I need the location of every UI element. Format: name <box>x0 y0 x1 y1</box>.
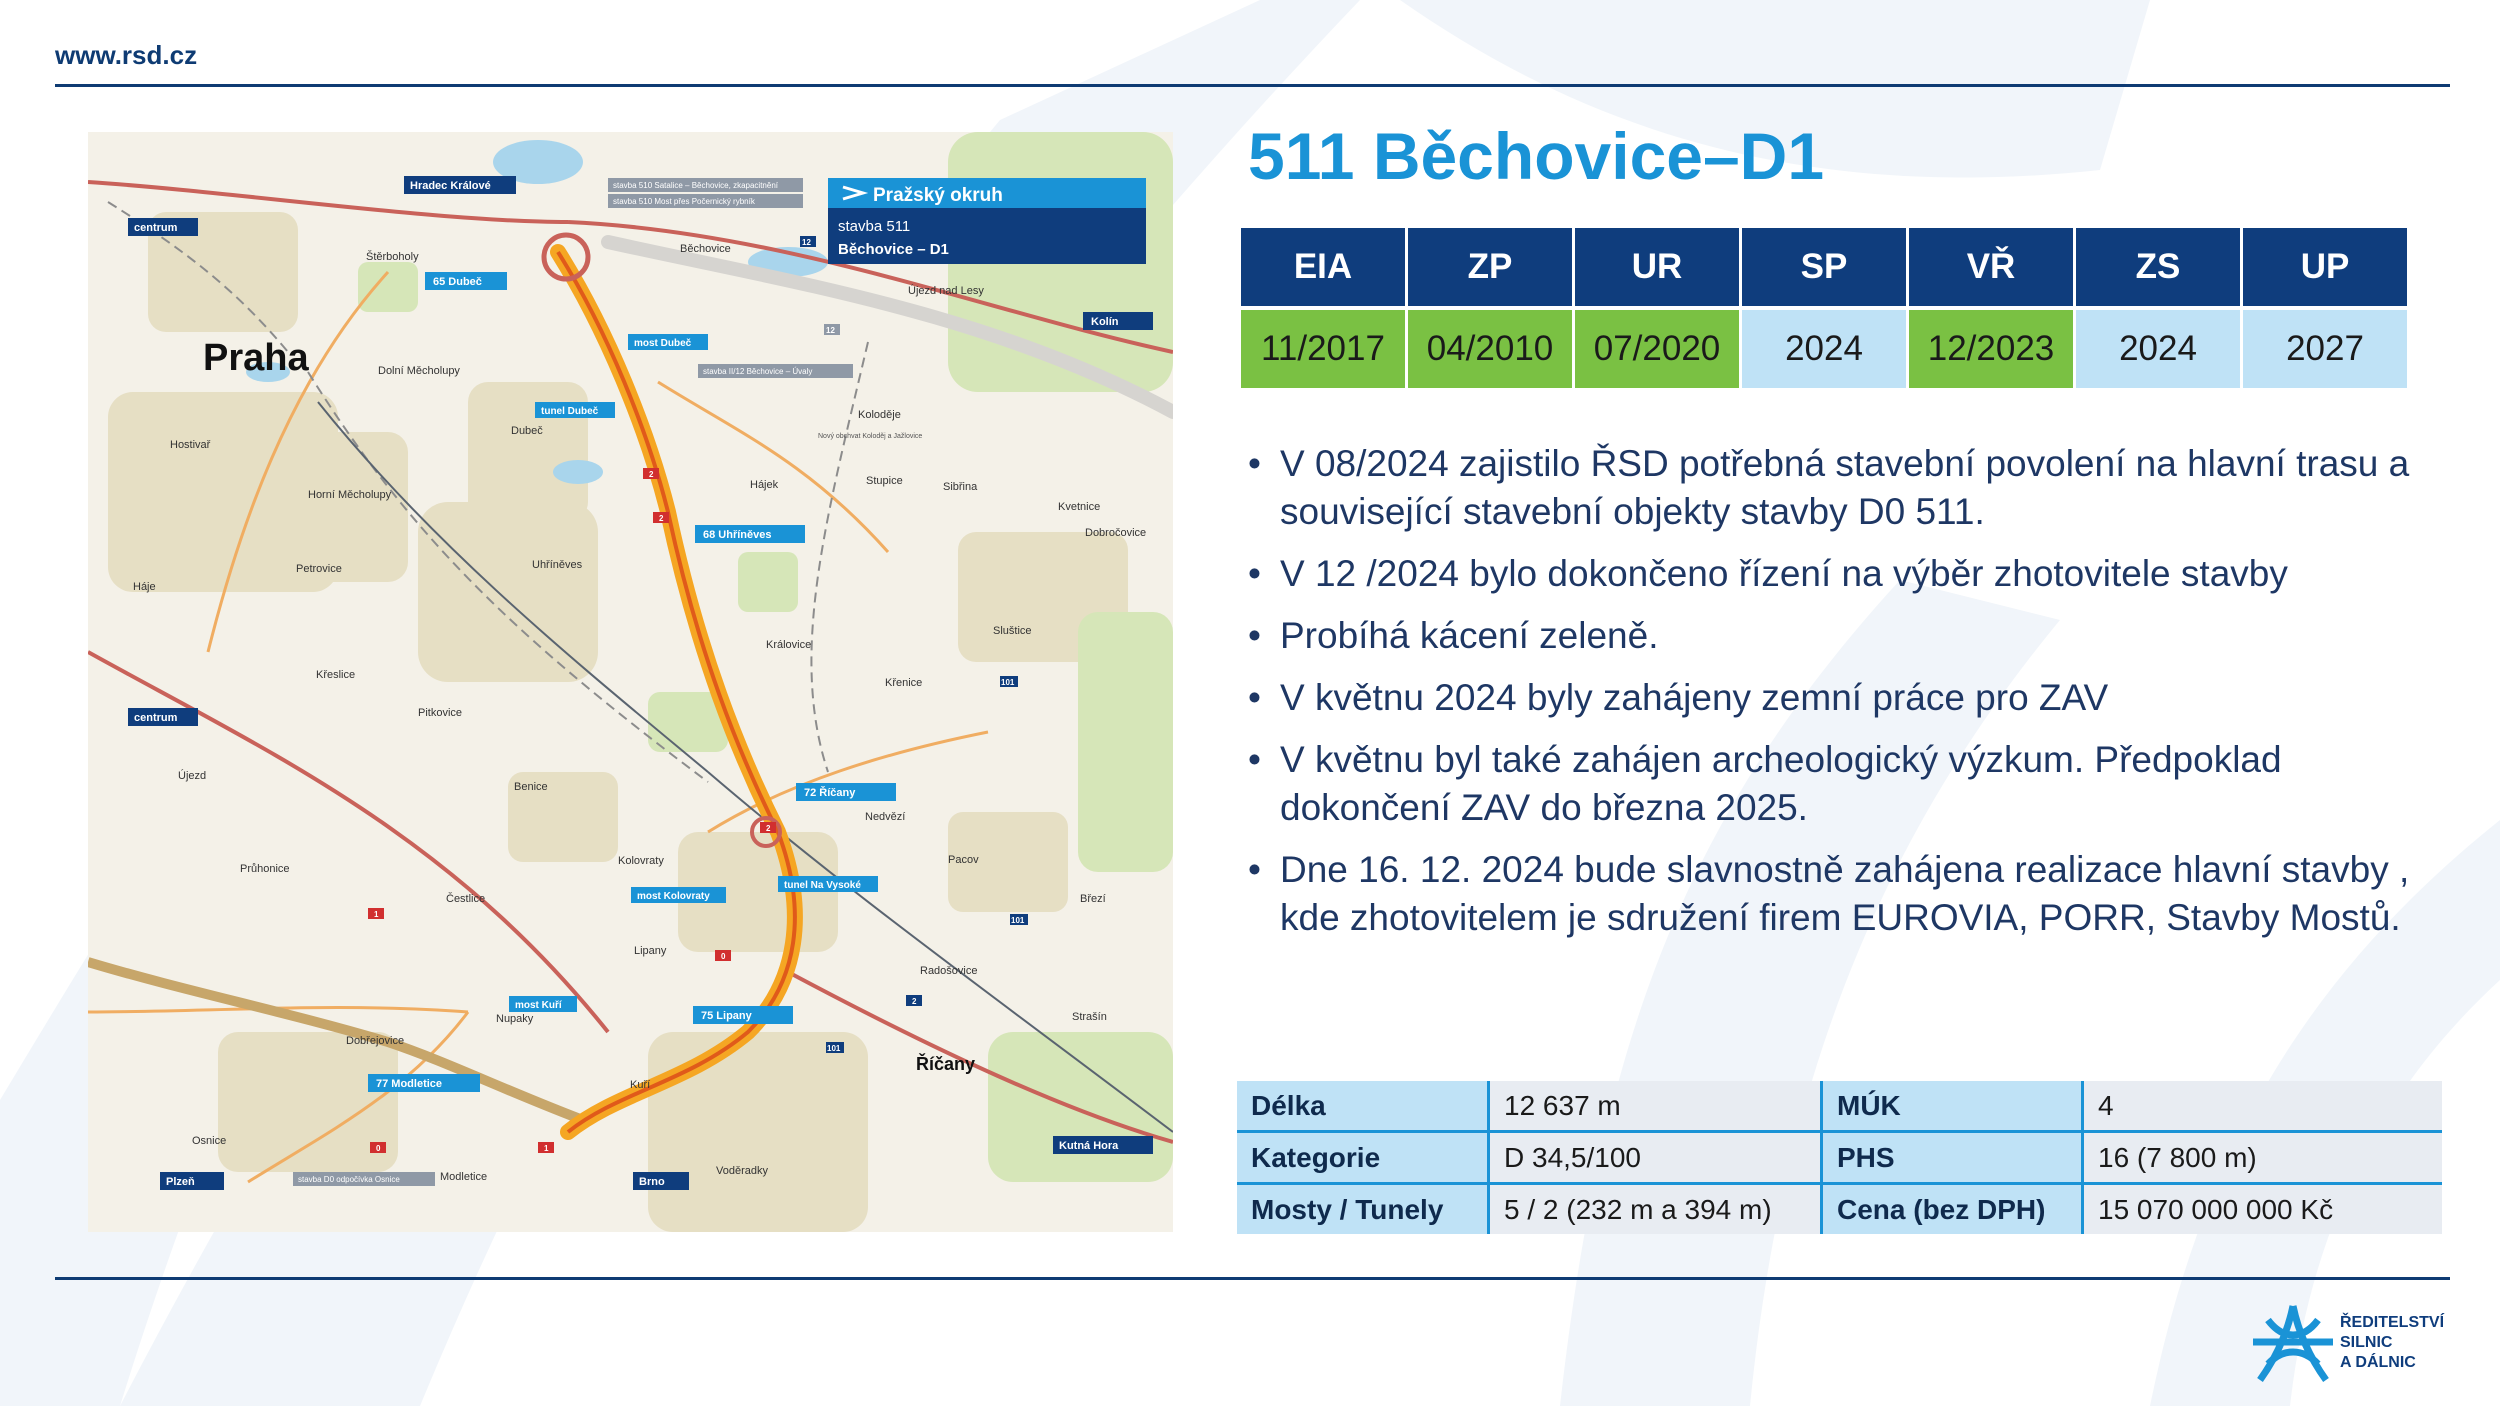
town-label: Strašín <box>1072 1011 1107 1023</box>
info-value: D 34,5/100 <box>1489 1132 1822 1184</box>
sign-hradec: Hradec Králové <box>410 180 491 192</box>
town-label: Háje <box>133 581 156 593</box>
town-label: Kolovraty <box>618 855 664 867</box>
structure-label: tunel Na Vysoké <box>784 880 861 891</box>
list-item: • Probíhá kácení zeleně. <box>1248 615 1659 656</box>
exit-label: 75 Lipany <box>701 1010 752 1022</box>
sign-brno: Brno <box>639 1176 665 1188</box>
town-label: Koloděje <box>858 409 901 421</box>
road-shield: 2 <box>766 824 771 833</box>
sign-centrum: centrum <box>134 222 178 234</box>
town-label: Petrovice <box>296 563 342 575</box>
road-shield: 2 <box>659 514 664 523</box>
town-label: Modletice <box>440 1171 488 1183</box>
stage-value: 2027 <box>2243 310 2407 388</box>
project-info-table <box>1237 1081 2442 1234</box>
road-shield: 1 <box>544 1144 549 1153</box>
road-shield: 1 <box>374 910 379 919</box>
site-url[interactable]: www.rsd.cz <box>55 40 198 70</box>
stage-table <box>1238 228 2410 388</box>
town-label: Sibřina <box>943 481 978 493</box>
list-item: • Dne 16. 12. 2024 bude slavnostně zahájena realizace hlavní stavby , kde zhotovitelem je sdružení firem EUROVIA, PORR, Stavby Mostů. <box>1248 849 2410 938</box>
road-shield: 2 <box>912 997 917 1006</box>
structure-label: tunel Dubeč <box>541 406 599 417</box>
road-shield: 12 <box>826 326 835 335</box>
exit-label: 72 Říčany <box>804 787 856 799</box>
town-label: Křenice <box>885 677 923 689</box>
stage-header: UP <box>2243 228 2407 306</box>
town-label: Nupaky <box>496 1013 534 1025</box>
town-label: Křeslice <box>316 669 356 681</box>
table-row <box>1237 1081 2442 1132</box>
town-label: Královice <box>766 639 812 651</box>
exit-label: 68 Uhříněves <box>703 529 772 541</box>
sign-centrum: centrum <box>134 712 178 724</box>
exit-label: 65 Dubeč <box>433 276 482 288</box>
sign-kutna-hora: Kutná Hora <box>1059 1140 1119 1152</box>
city-praha: Praha <box>203 337 309 379</box>
exit-label: 77 Modletice <box>376 1078 443 1090</box>
road-shield: 101 <box>1011 916 1025 925</box>
info-value: 16 (7 800 m) <box>2083 1132 2443 1184</box>
stage-value: 04/2010 <box>1408 310 1572 388</box>
town-label: Průhonice <box>240 863 290 875</box>
info-label: MÚK <box>1822 1081 2083 1132</box>
sign-kolin: Kolín <box>1091 316 1119 328</box>
town-label: Sluštice <box>993 625 1032 637</box>
sign-plzen: Plzeň <box>166 1176 195 1188</box>
town-label: Radošovice <box>920 965 978 977</box>
town-label: Běchovice <box>680 243 731 255</box>
town-label: Benice <box>514 781 548 793</box>
list-item-text: V květnu byl také zahájen archeologický výzkum. Předpoklad dokončení ZAV do března 2025. <box>1280 739 2282 828</box>
town-label: Štěrboholy <box>366 251 419 263</box>
road-shield: 0 <box>721 952 726 961</box>
town-label: Dubeč <box>511 425 543 437</box>
info-label: Mosty / Tunely <box>1237 1184 1489 1235</box>
legend-line2: Běchovice – D1 <box>838 241 949 258</box>
list-item-text: V 12 /2024 bylo dokončeno řízení na výběr zhotovitele stavby <box>1280 553 2288 594</box>
status-list <box>1248 440 2418 956</box>
stage-header: SP <box>1742 228 1906 306</box>
note-label: stavba 510 Most přes Počernický rybník <box>613 197 755 206</box>
logo-wordmark: ŘEDITELSTVÍ SILNIC A DÁLNIC <box>2340 1314 2445 1371</box>
route-map <box>88 132 1173 1232</box>
town-label: Nedvězí <box>865 811 906 823</box>
road-shield: 0 <box>376 1144 381 1153</box>
page-title: 511 Běchovice–D1 <box>1248 119 1825 193</box>
road-shield: 101 <box>827 1044 841 1053</box>
structure-label: most Kuří <box>515 1000 562 1011</box>
stage-header: EIA <box>1241 228 1405 306</box>
list-item: • V květnu 2024 byly zahájeny zemní práce pro ZAV <box>1248 677 2109 718</box>
list-item-text: Dne 16. 12. 2024 bude slavnostně zahájena realizace hlavní stavby , kde zhotovitelem je sdružení firem EUROVIA, PORR, Stavby Mostů. <box>1280 849 2410 938</box>
road-shield: 101 <box>1001 678 1015 687</box>
stage-header: ZP <box>1408 228 1572 306</box>
town-label: Dobročovice <box>1085 527 1147 539</box>
town-label: Osnice <box>192 1135 227 1147</box>
town-label: Hostivař <box>170 439 211 451</box>
stage-value: 07/2020 <box>1575 310 1739 388</box>
town-label: Stupice <box>866 475 903 487</box>
note-label: stavba II/12 Běchovice – Úvaly <box>703 367 813 376</box>
info-label: PHS <box>1822 1132 2083 1184</box>
list-item: • V květnu byl také zahájen archeologický výzkum. Předpoklad dokončení ZAV do března 2025. <box>1248 739 2282 828</box>
top-divider <box>55 84 2450 87</box>
town-label: Pacov <box>948 854 979 866</box>
town-label: Pitkovice <box>418 707 463 719</box>
info-value: 4 <box>2083 1081 2443 1132</box>
road-shield: 12 <box>802 238 811 247</box>
note-label: Nový obchvat Koloděj a Jažlovice <box>818 433 923 440</box>
info-value: 5 / 2 (232 m a 394 m) <box>1489 1184 1822 1235</box>
stage-value: 2024 <box>2076 310 2240 388</box>
town-label: Újezd nad Lesy <box>908 285 984 297</box>
town-label: Dobřejovice <box>346 1035 405 1047</box>
table-row <box>1237 1132 2442 1184</box>
note-label: stavba D0 odpočívka Osnice <box>298 1175 400 1184</box>
list-item: • V 12 /2024 bylo dokončeno řízení na výběr zhotovitele stavby <box>1248 553 2288 594</box>
info-label: Kategorie <box>1237 1132 1489 1184</box>
stage-header: UR <box>1575 228 1739 306</box>
info-label: Cena (bez DPH) <box>1822 1184 2083 1235</box>
table-row <box>1237 1184 2442 1235</box>
note-label: stavba 510 Satalice – Běchovice, zkapacitnění <box>613 181 778 190</box>
stage-value: 11/2017 <box>1241 310 1405 388</box>
town-label: Újezd <box>178 770 207 782</box>
road-shield: 2 <box>649 470 654 479</box>
bottom-divider <box>55 1277 2450 1280</box>
town-label: Lipany <box>634 945 667 957</box>
list-item-text: V 08/2024 zajistilo ŘSD potřebná stavební povolení na hlavní trasu a související stavební objekty stavby D0 511. <box>1280 443 2410 532</box>
info-label: Délka <box>1237 1081 1489 1132</box>
legend-title: Pražský okruh <box>873 185 1003 206</box>
town-label: Čestlice <box>446 893 486 905</box>
stage-value: 12/2023 <box>1909 310 2073 388</box>
list-item-text: Probíhá kácení zeleně. <box>1280 615 1659 656</box>
structure-label: most Kolovraty <box>637 891 710 902</box>
town-label: Voděradky <box>716 1165 768 1177</box>
town-label: Dolní Měcholupy <box>378 365 460 377</box>
town-label: Kuří <box>630 1079 651 1091</box>
info-value: 15 070 000 000 Kč <box>2083 1184 2443 1235</box>
town-label: Uhříněves <box>532 559 583 571</box>
town-label: Horní Měcholupy <box>308 489 392 501</box>
list-item: • V 08/2024 zajistilo ŘSD potřebná stavební povolení na hlavní trasu a související stavební objekty stavby D0 511. <box>1248 443 2410 532</box>
list-item-text: V květnu 2024 byly zahájeny zemní práce pro ZAV <box>1280 677 2109 718</box>
stage-value: 2024 <box>1742 310 1906 388</box>
structure-label: most Dubeč <box>634 338 692 349</box>
stage-header: ZS <box>2076 228 2240 306</box>
town-label: Hájek <box>750 479 779 491</box>
town-label: Kvetnice <box>1058 501 1101 513</box>
stage-header: VŘ <box>1909 228 2073 306</box>
town-label: Březí <box>1080 893 1106 905</box>
city-ricany: Říčany <box>916 1054 976 1074</box>
legend-line1: stavba 511 <box>838 218 911 235</box>
info-value: 12 637 m <box>1489 1081 1822 1132</box>
